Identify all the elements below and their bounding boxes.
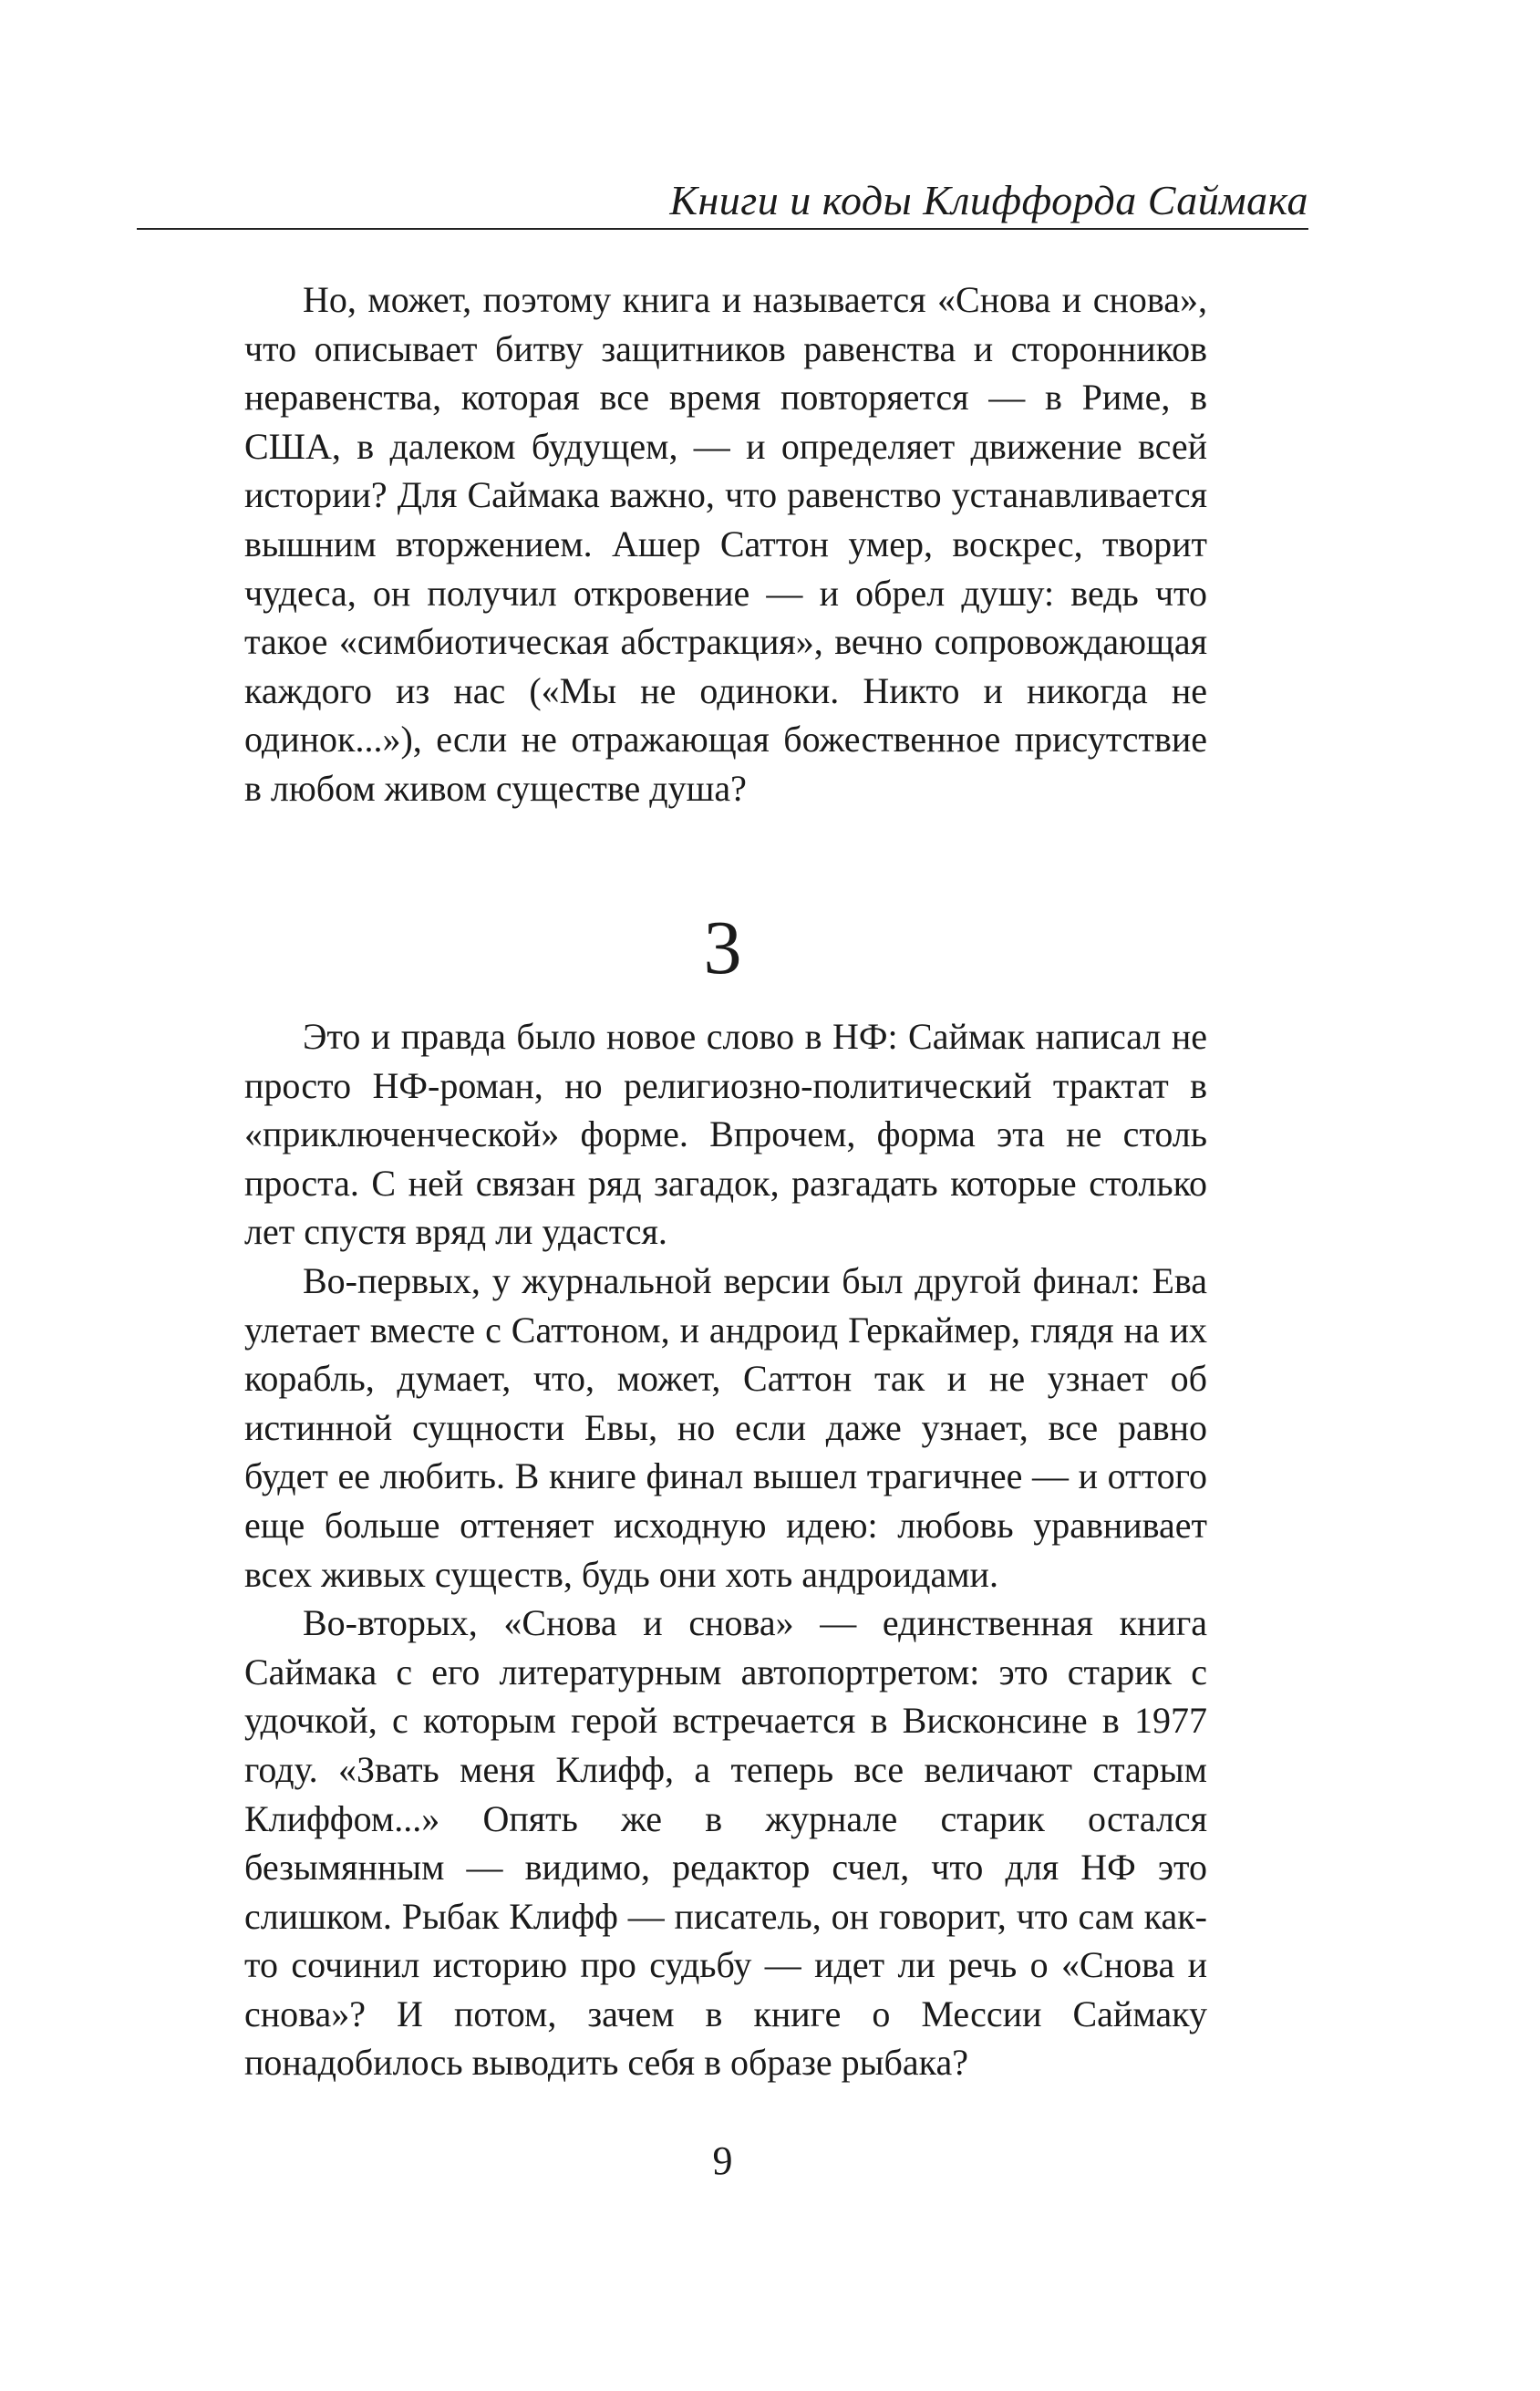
section-number: 3 bbox=[703, 906, 742, 990]
page-number: 9 bbox=[712, 2138, 733, 2183]
paragraph: Во-первых, у журнальной версии был другой финал: Ева улетает вместе с Саттоном, и андроид Геркаймер, глядя на их корабль, думает, что, может, Саттон так и не узнает об истинной сущности Евы, но если даже узнает, все равно будет ее любить. В книге финал вышел трагичнее — и оттого еще больше оттеняет исходную идею: любовь уравнивает всех живых существ, будь они хоть андроидами. bbox=[244, 1259, 1207, 1595]
paragraph: Но, может, поэтому книга и называется «Снова и снова», что описывает битву защитников равенства и сторонников неравенства, которая все время повторяется — в Риме, в США, в далеком будущем, — и определяет движение всей истории? Для Саймака важно, что равенство устанавливается вышним вторжением. Ашер Саттон умер, воскрес, творит чудеса, он получил откровение — и обрел душу: ведь что такое «симбиотическая абстракция», вечно сопровождающая каждого из нас («Мы не одиноки. Никто и никогда не одинок...»), если не отражающая божественное присутствие в любом живом существе душа? bbox=[244, 279, 1207, 809]
text-block-before-section bbox=[244, 275, 1207, 813]
running-head: Книги и коды Клиффорда Саймака bbox=[669, 177, 1308, 223]
paragraph: Это и правда было новое слово в НФ: Саймак написал не просто НФ-роман, но религиозно-политический трактат в «приключенческой» форме. Впрочем, форма эта не столь проста. С ней связан ряд загадок, разгадать которые столько лет спустя вряд ли удастся. bbox=[244, 1016, 1207, 1253]
paragraph: Во-вторых, «Снова и снова» — единственная книга Саймака с его литературным автопортретом: это старик с удочкой, с которым герой встречается в Висконсине в 1977 году. «Звать меня Клифф, а теперь все величают старым Клиффом...» Опять же в журнале старик остался безымянным — видимо, редактор счел, что для НФ это слишком. Рыбак Клифф — писатель, он говорит, что сам как-то сочинил историю про судьбу — идет ли речь о «Снова и снова»? И потом, зачем в книге о Мессии Саймаку понадобилось выводить себя в образе рыбака? bbox=[244, 1602, 1207, 2084]
header-rule bbox=[137, 228, 1308, 230]
text-block-after-section bbox=[244, 1012, 1207, 2087]
